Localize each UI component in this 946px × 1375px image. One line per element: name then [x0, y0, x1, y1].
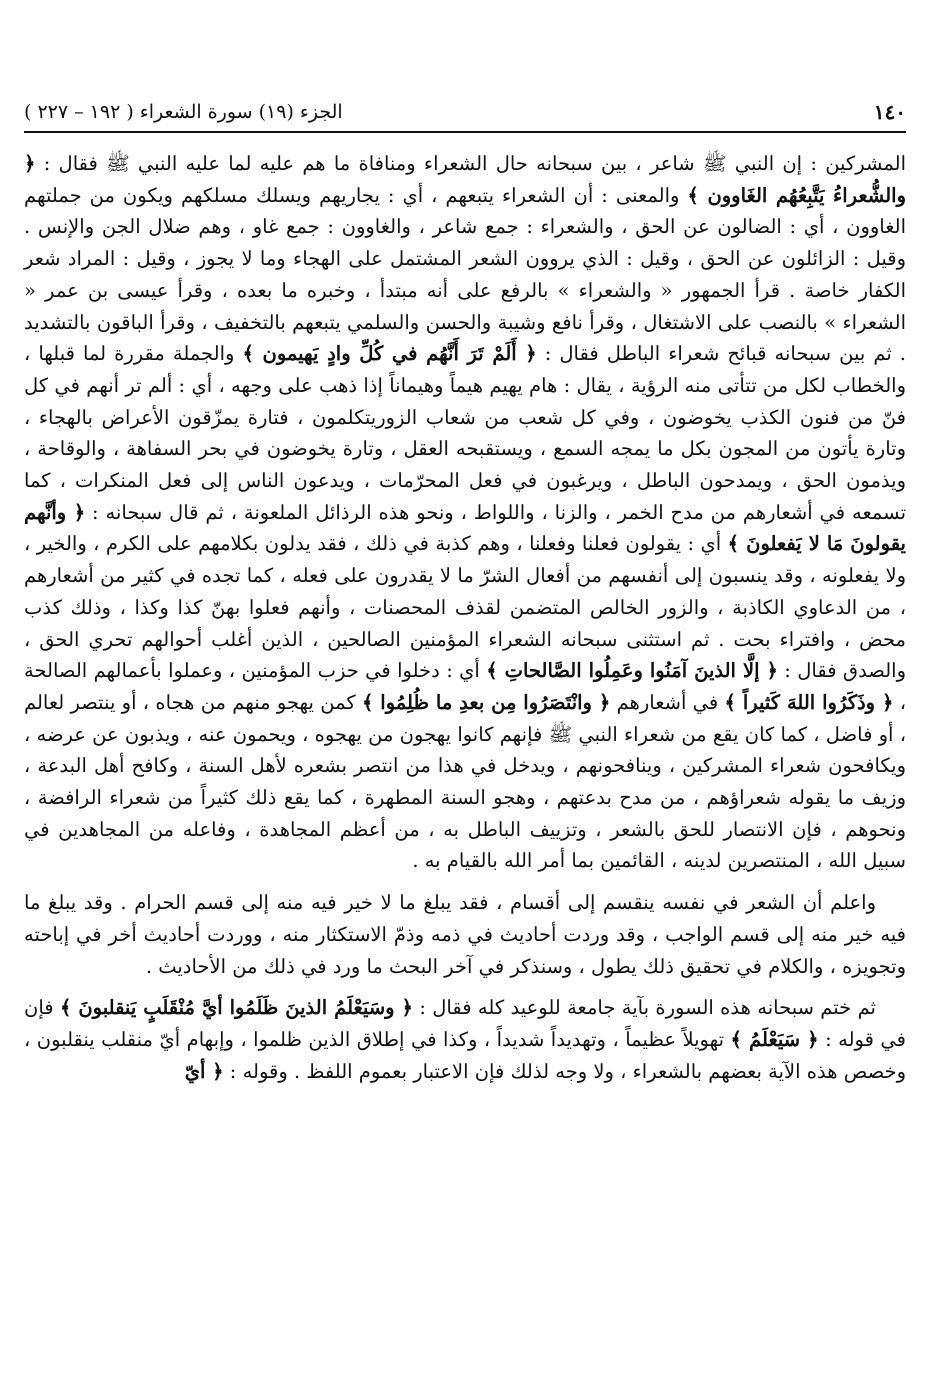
quran-verse: ﴿ أَلَمْ تَرَ أَنَّهُم في كُلِّ وادٍ يَهيمون ﴾ [242, 342, 537, 366]
quran-verse: ﴿ وسَيَعْلَمُ الذينَ ظَلَمُوا أيَّ مُنْقَلَبٍ يَنقلبونَ ﴾ [59, 996, 413, 1020]
page-header [24, 95, 906, 129]
page-number: ١٤٠ [873, 100, 906, 124]
quran-verse: ﴿ وذَكَرُوا اللهَ كَثيراً ﴾ [724, 690, 894, 714]
text-run: كمن يهجو منهم من هجاه ، أو ينتصر لعالم ، أو فاضل ، كما كان يقع من شعراء النبي ﷺ فإنهم كانوا يهجون من يهجوه ، ويحمون عنه ، ويذبون عن عرضه ، ويكافحون شعراء المشركين ، وينافحونهم ، ويدخل في هذا من انتصر بشعره لأهل السنة ، وكافح أهل البدعة ، وزيف ما يقوله شعراؤهم ، من مدح بدعتهم ، وهجو السنة المطهرة ، كما يقع ذلك كثيراً من شعراء الرافضة ، ونحوهم ، فإن الانتصار للحق بالشعر ، وتزييف الباطل به ، من أعظم المجاهدة ، وفاعله من المجاهدين في سبيل الله ، المنتصرين لدينه ، القائمين بما أمر الله بالقيام به . [24, 690, 906, 873]
quran-verse: ﴿ وأنَّهم يقولونَ مَا لا يَفعلونَ ﴾ [24, 500, 906, 556]
quran-verse: ﴿ سَيَعْلَمُ ﴾ [730, 1027, 819, 1051]
paragraph-2 [24, 887, 906, 982]
text-run: واعلم أن الشعر في نفسه ينقسم إلى أقسام ، فقد يبلغ ما لا خير فيه منه إلى قسم الحرام . وقد يبلغ ما فيه خير منه إلى قسم الواجب ، وقد وردت أحاديث في ذمه وذمّ الاستكثار منه ، ووردت أحاديث أخر في إباحته وتجويزه ، والكلام في تحقيق ذلك يطول ، وسنذكر في آخر البحث ما ورد في ذلك من الأحاديث . [24, 891, 906, 978]
header-rule [24, 131, 906, 133]
quran-verse: ﴿ أيّ [184, 1059, 224, 1083]
quran-verse: ﴿ وانْتَصَرُوا مِن بعدِ ما ظُلِمُوا ﴾ [361, 690, 611, 714]
paragraph-3 [24, 992, 906, 1087]
text-run: أي : دخلوا في حزب المؤمنين ، وعملوا بأعمالهم الصالحة ، [24, 659, 906, 714]
text-run: ثم ختم سبحانه هذه السورة بآية جامعة للوعيد كله فقال : [412, 996, 876, 1020]
text-run: في أشعارهم [610, 690, 725, 714]
quran-verse: ﴿ والشُّعراءُ يَتَّبِعُهُم الغَاوون ﴾ [24, 152, 906, 207]
paragraph-1 [24, 148, 906, 877]
text-run: والجملة مقررة لما قبلها ، والخطاب لكل من تتأتى منه الرؤية ، يقال : هام يهيم هيماً وهيماناً إذا ذهب على وجهه ، أي : ألم تر أنهم في كل فنّ من فنون الكذب يخوضون ، وفي كل شعب من شعاب الزوريتكلمون ، فتارة يمزّقون الأعراض بالهجاء ، وتارة يأتون من المجون بكل ما يمجه السمع ، ويستقبحه العقل ، وتارة يخوضون في بحر السفاهة ، والوقاحة ، ويذمون الحق ، ويمدحون الباطل ، ويرغبون في فعل المحرّمات ، ويدعون الناس إلى فعل المنكرات ، كما تسمعه في أشعارهم من مدح الخمر ، والزنا ، واللواط ، ونحو هذه الرذائل الملعونة ، ثم قال سبحانه : [24, 342, 906, 524]
text-run: والمعنى : أن الشعراء يتبعهم ، أي : يجاريهم ويسلك مسلكهم ويكون من جملتهم الغاوون ، أي : الضالون عن الحق ، والشعراء : جمع شاعر ، والغاوون : جمع غاو ، وهم ضلال الجن والإنس . وقيل : الزائلون عن الحق ، وقيل : الذي يروون الشعر المشتمل على الهجاء وما لا يجوز ، وقيل : المراد شعر الكفار خاصة . قرأ الجمهور « والشعراء » بالرفع على أنه مبتدأ ، وخبره ما بعده ، وقرأ عيسى بن عمر « الشعراء » بالنصب على الاشتغال ، وقرأ نافع وشيبة والحسن والسلمي يتبعهم بالتخفيف ، وقرأ الباقون بالتشديد . ثم بين سبحانه قبائح شعراء الباطل فقال : [24, 183, 906, 366]
text-run: فإن في قوله : [24, 996, 906, 1051]
running-title: الجزء (١٩) سورة الشعراء ( ١٩٢ – ٢٢٧ ) [24, 101, 343, 123]
text-run: تهويلاً عظيماً ، وتهديداً شديداً ، وكذا في إطلاق الذين ظلموا ، وإبهام أيّ منقلب ينقلبون ، وخصص هذه الآية بعضهم بالشعراء ، ولا وجه لذلك فإن الاعتبار بعموم اللفظ . وقوله : [24, 1027, 906, 1083]
text-run: المشركين : إن النبي ﷺ شاعر ، بين سبحانه حال الشعراء ومنافاة ما هم عليه لما عليه النبي ﷺ فقال : [35, 152, 906, 175]
quran-verse: ﴿ إلَّا الذينَ آمَنُوا وعَمِلُوا الصَّالحاتِ ﴾ [486, 659, 778, 683]
commentary-body [24, 148, 906, 1087]
text-run: أي : يقولون فعلنا وفعلنا ، وهم كذبة في ذلك ، فقد يدلون بكلامهم على الكرم ، والخير ، ولا يفعلونه ، وقد ينسبون إلى أنفسهم من أفعال الشرّ ما لا يقدرون على فعله ، كما تجده في كثير من أشعارهم ، من الدعاوي الكاذبة ، والزور الخالص المتضمن لقذف المحصنات ، وأنهم فعلوا بهنّ كذا وكذا ، وذلك كذب محض ، وافتراء بحت . ثم استثنى سبحانه الشعراء المؤمنين الصالحين ، الذين أغلب أحوالهم تحري الحق ، والصدق فقال : [24, 532, 906, 683]
